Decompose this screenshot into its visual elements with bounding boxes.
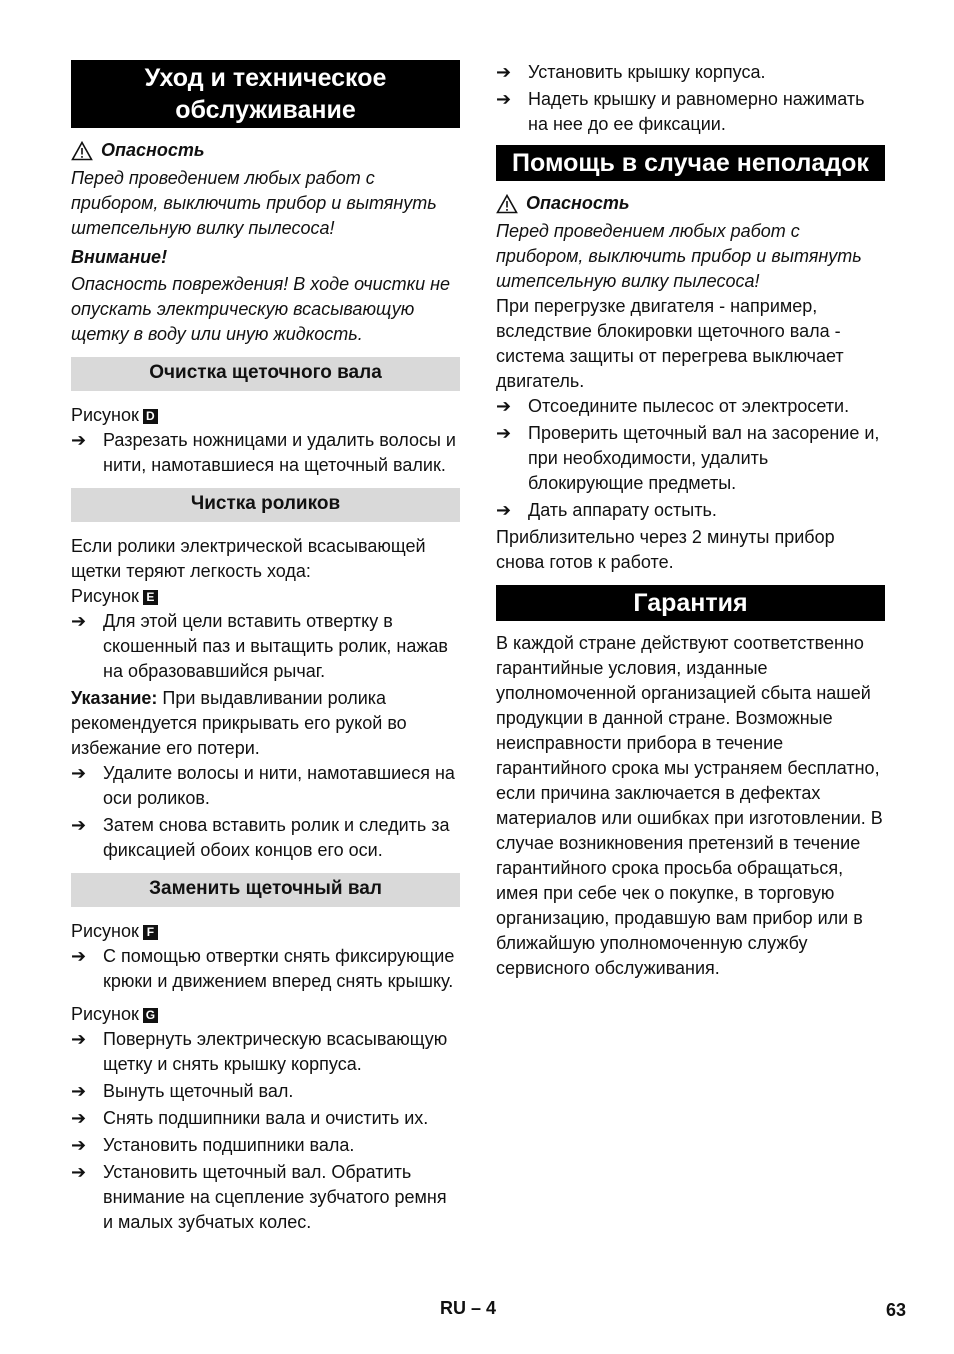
figure-reference-f	[71, 919, 460, 944]
section-title-roller-cleaning: Чистка роликов	[71, 488, 460, 522]
figure-letter: E	[143, 590, 158, 605]
step-text: Дать аппарату остыть.	[528, 500, 717, 520]
page-number: 63	[885, 1300, 906, 1320]
caution-label: Внимание!	[71, 247, 168, 267]
list-item	[71, 1133, 460, 1158]
arrow-right-icon: ➔	[71, 1108, 87, 1128]
figure-label: Рисунок	[71, 405, 139, 425]
section-title-troubleshooting: Помощь в случае неполадок	[496, 145, 885, 181]
footer-language-page: RU – 4	[440, 1298, 497, 1318]
figure-reference-g	[71, 1002, 460, 1027]
figure-letter: G	[143, 1008, 158, 1023]
arrow-right-icon: ➔	[496, 396, 512, 416]
arrow-right-icon: ➔	[496, 62, 512, 82]
list-item	[71, 609, 460, 684]
list-item	[496, 394, 885, 419]
arrow-right-icon: ➔	[71, 946, 87, 966]
intro-text: Если ролики электрической всасывающей щетки теряют легкость хода:	[71, 536, 426, 581]
danger-label: Опасность	[526, 193, 630, 213]
danger-heading	[496, 191, 885, 216]
note-paragraph	[71, 686, 460, 761]
danger-text: Перед проведением любых работ с прибором, выключить прибор и вытянуть штепсельную вилку пылесоса!	[71, 168, 437, 238]
step-text: Установить подшипники вала.	[103, 1135, 355, 1155]
arrow-right-icon: ➔	[71, 1029, 87, 1049]
list-item	[71, 1079, 460, 1104]
danger-heading	[71, 138, 460, 163]
step-text: Для этой цели вставить отвертку в скошенный паз и вытащить ролик, нажав на образовавшийся рычаг.	[103, 611, 448, 681]
list-item	[496, 498, 885, 523]
step-text: Установить щеточный вал. Обратить внимание на сцепление зубчатого ремня и малых зубчатых колес.	[103, 1162, 447, 1232]
step-text: Вынуть щеточный вал.	[103, 1081, 294, 1101]
step-text: Снять подшипники вала и очистить их.	[103, 1108, 429, 1128]
section-title-replace-brush: Заменить щеточный вал	[71, 873, 460, 907]
left-column	[71, 60, 460, 1237]
outro-text: Приблизительно через 2 минуты прибор снова готов к работе.	[496, 527, 835, 572]
figure-label: Рисунок	[71, 921, 139, 941]
arrow-right-icon: ➔	[496, 89, 512, 109]
arrow-right-icon: ➔	[496, 500, 512, 520]
note-text: При выдавливании ролика рекомендуется прикрывать его рукой во избежание его потери.	[71, 688, 407, 758]
arrow-right-icon: ➔	[71, 1081, 87, 1101]
step-text: Установить крышку корпуса.	[528, 62, 766, 82]
list-item	[71, 428, 460, 478]
figure-letter: F	[143, 925, 158, 940]
warranty-text: В каждой стране действуют соответственно гарантийные условия, изданные уполномоченной организацией сбыта нашей продукции в данной стране. Возможные неисправности прибора в течение гарантийного срока мы устраняем бесплатно, если причина заключается в дефектах материалов или ошибках при изготовлении. В случае возникновения претензий в течение гарантийного срока просьба обращаться, имея при себе чек о покупке, в торговую организацию, продавшую вам прибор или в ближайшую уполномоченную службу сервисного обслуживания.	[496, 633, 883, 978]
list-item	[71, 1027, 460, 1077]
section-title-warranty: Гарантия	[496, 585, 885, 621]
section-title-brush-cleaning: Очистка щеточного вала	[71, 357, 460, 391]
figure-label: Рисунок	[71, 586, 139, 606]
list-item	[496, 60, 885, 85]
arrow-right-icon: ➔	[71, 1162, 87, 1182]
warning-triangle-icon	[496, 194, 518, 214]
list-item	[71, 813, 460, 863]
arrow-right-icon: ➔	[71, 763, 87, 783]
list-item	[71, 944, 460, 994]
section-title-maintenance: Уход и техническое обслуживание	[71, 60, 460, 128]
figure-label: Рисунок	[71, 1004, 139, 1024]
list-item	[496, 421, 885, 496]
step-text: С помощью отвертки снять фиксирующие крюки и движением вперед снять крышку.	[103, 946, 455, 991]
arrow-right-icon: ➔	[71, 815, 87, 835]
list-item	[71, 1106, 460, 1131]
step-text: Повернуть электрическую всасывающую щетку и снять крышку корпуса.	[103, 1029, 448, 1074]
arrow-right-icon: ➔	[496, 423, 512, 443]
step-text: Надеть крышку и равномерно нажимать на нее до ее фиксации.	[528, 89, 865, 134]
step-text: Отсоедините пылесос от электросети.	[528, 396, 850, 416]
figure-letter: D	[143, 409, 158, 424]
warning-triangle-icon	[71, 141, 93, 161]
figure-reference-e	[71, 584, 460, 609]
step-text: Удалите волосы и нити, намотавшиеся на оси роликов.	[103, 763, 455, 808]
list-item	[496, 87, 885, 137]
danger-label: Опасность	[101, 140, 205, 160]
list-item	[71, 761, 460, 811]
arrow-right-icon: ➔	[71, 430, 87, 450]
arrow-right-icon: ➔	[71, 611, 87, 631]
intro-text: При перегрузке двигателя - например, вследствие блокировки щеточного вала - система защиты от перегрева выключает двигатель.	[496, 296, 844, 391]
figure-reference-d	[71, 403, 460, 428]
danger-text: Перед проведением любых работ с прибором, выключить прибор и вытянуть штепсельную вилку пылесоса!	[496, 221, 862, 291]
arrow-right-icon: ➔	[71, 1135, 87, 1155]
step-text: Разрезать ножницами и удалить волосы и нити, намотавшиеся на щеточный валик.	[103, 430, 456, 475]
step-text: Затем снова вставить ролик и следить за фиксацией обоих концов его оси.	[103, 815, 450, 860]
right-column	[496, 60, 885, 981]
caution-text: Опасность повреждения! В ходе очистки не опускать электрическую всасывающую щетку в воду или иную жидкость.	[71, 274, 451, 344]
note-label: Указание:	[71, 688, 158, 708]
step-text: Проверить щеточный вал на засорение и, при необходимости, удалить блокирующие предметы.	[528, 423, 880, 493]
list-item	[71, 1160, 460, 1235]
